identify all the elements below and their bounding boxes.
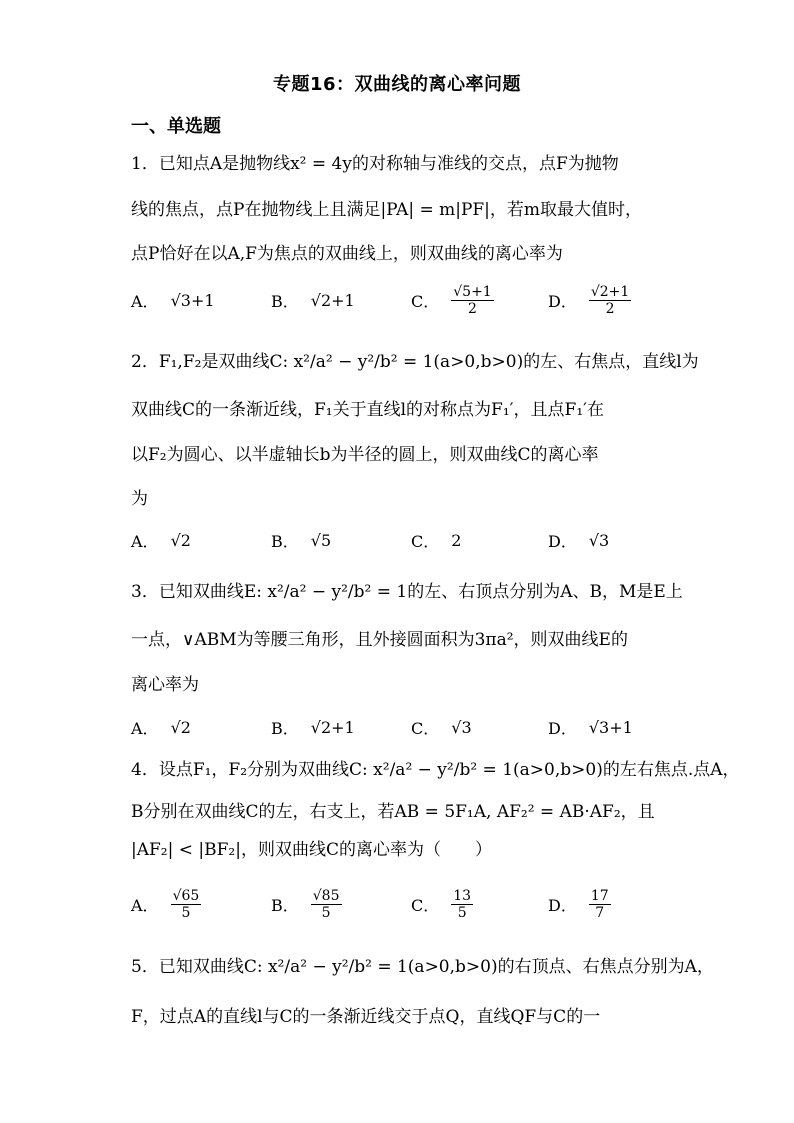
q2-option-c[interactable]: C． 2 bbox=[411, 530, 462, 551]
q2-options bbox=[131, 520, 691, 560]
q3-option-a[interactable]: A． √2 bbox=[131, 717, 191, 738]
q3-options bbox=[131, 707, 691, 747]
q1-option-c[interactable]: C． $\frac{√5+1}{2}$ bbox=[411, 283, 492, 317]
q4-options bbox=[131, 884, 691, 924]
q2-option-b[interactable]: B． √5 bbox=[271, 530, 332, 551]
fraction: $\frac{√5+1}{2}$ bbox=[453, 283, 492, 317]
q3-line-2: 一点，∨ABM为等腰三角形，且外接圆面积为3πa²，则双曲线E的 bbox=[131, 630, 628, 650]
q2-line-1: 2．F₁,F₂是双曲线C: x²/a² − y²/b² = 1(a>0,b>0)的左、右焦点，直线l为 bbox=[131, 352, 699, 372]
q3-line-3: 离心率为 bbox=[131, 675, 199, 695]
q2-line-3: 以F₂为圆心、以半虚轴长b为半径的圆上，则双曲线C的离心率 bbox=[131, 445, 599, 465]
q4-option-c[interactable]: C． $\frac{13}{5}$ bbox=[411, 887, 472, 921]
fraction: $\frac{√85}{5}$ bbox=[312, 887, 340, 921]
q4-line-1: 4．设点F₁，F₂分别为双曲线C: x²/a² − y²/b² = 1(a>0,b>0)的左右焦点.点A， bbox=[131, 760, 740, 780]
q3-option-c[interactable]: C． √3 bbox=[411, 717, 472, 738]
q2-option-d[interactable]: D． √3 bbox=[548, 530, 610, 551]
q2-option-a[interactable]: A． √2 bbox=[131, 530, 191, 551]
q1-line-2: 线的焦点，点P在抛物线上且满足|PA| = m|PF|，若m取最大值时， bbox=[131, 200, 643, 220]
q3-line-1: 3．已知双曲线E: x²/a² − y²/b² = 1的左、右顶点分别为A、B，M是E上 bbox=[131, 582, 683, 602]
q1-option-b[interactable]: B． √2+1 bbox=[271, 290, 355, 311]
fraction: $\frac{√2+1}{2}$ bbox=[590, 283, 630, 317]
fraction: $\frac{13}{5}$ bbox=[453, 887, 472, 921]
q2-line-4: 为 bbox=[131, 489, 148, 509]
q4-option-a[interactable]: A． $\frac{√65}{5}$ bbox=[131, 887, 200, 921]
q1-option-d[interactable]: D． $\frac{√2+1}{2}$ bbox=[548, 283, 630, 317]
q5-line-2: F，过点A的直线l与C的一条渐近线交于点Q，直线QF与C的一 bbox=[131, 1007, 601, 1027]
q1-line-3: 点P恰好在以A,F为焦点的双曲线上，则双曲线的离心率为 bbox=[131, 244, 563, 264]
fraction: $\frac{17}{7}$ bbox=[590, 887, 609, 921]
q1-option-a[interactable]: A． √3+1 bbox=[131, 290, 215, 311]
q1-options bbox=[131, 280, 691, 320]
page-title: 专题16：双曲线的离心率问题 bbox=[272, 74, 522, 95]
q4-line-2: B分别在双曲线C的左，右支上，若AB = 5F₁A, AF₂² = AB·AF₂，且 bbox=[131, 802, 655, 822]
q3-option-d[interactable]: D． √3+1 bbox=[548, 717, 633, 738]
section-heading: 一、单选题 bbox=[131, 116, 221, 137]
q4-option-b[interactable]: B． $\frac{√85}{5}$ bbox=[271, 887, 340, 921]
q1-line-1: 1．已知点A是抛物线x² = 4y的对称轴与准线的交点，点F为抛物 bbox=[131, 154, 619, 174]
q4-line-3: |AF₂| < |BF₂|，则双曲线C的离心率为（ ） bbox=[131, 840, 492, 860]
q5-line-1: 5．已知双曲线C: x²/a² − y²/b² = 1(a>0,b>0)的右顶点、右焦点分别为A， bbox=[131, 957, 714, 977]
q3-option-b[interactable]: B． √2+1 bbox=[271, 717, 355, 738]
q4-option-d[interactable]: D． $\frac{17}{7}$ bbox=[548, 887, 609, 921]
fraction: $\frac{√65}{5}$ bbox=[172, 887, 200, 921]
q2-line-2: 双曲线C的一条渐近线，F₁关于直线l的对称点为F₁′，且点F₁′在 bbox=[131, 400, 604, 420]
